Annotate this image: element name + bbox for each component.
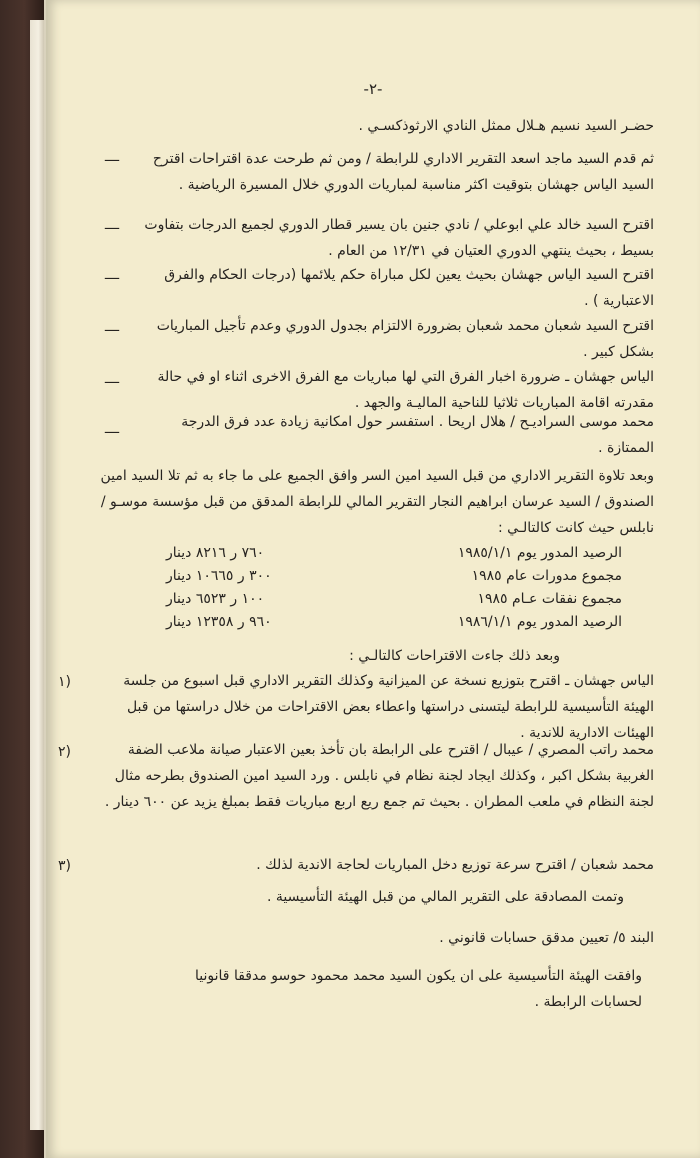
ledger-value: ٩٦٠ ر ١٢٣٥٨ دينار bbox=[166, 614, 272, 630]
discussion-item: ثم قدم السيد ماجد اسعد التقرير الاداري للرابطة / ومن ثم طرحت عدة اقتراحات اقترح السيد الياس جهشان بتوقيت اكثر مناسبة لمباريات الدوري خلال المسيرة الرياضية . bbox=[152, 151, 654, 193]
document-page bbox=[46, 0, 700, 1158]
ledger-label: الرصيد المدور يوم ١٩٨٥/١/١ bbox=[457, 545, 622, 561]
discussion-item: اقترح السيد خالد علي ابوعلي / نادي جنين بان يسير قطار الدوري لجميع الدرجات بتفاوت بسيط ، بحيث ينتهي الدوري العتيان في ١٢/٣١ من العام . bbox=[144, 217, 654, 259]
bullet-dash: — bbox=[104, 268, 120, 287]
bullet-dash: — bbox=[104, 422, 120, 441]
page-number: -٢- bbox=[363, 80, 383, 98]
financial-report-paragraph: وبعد تلاوة التقرير الاداري من قبل السيد امين السر وافق الجميع على ما جاء به ثم تلا السيد امين الصندوق / السيد عرسان ابراهيم النجار التقرير المالي للرابطة المدقق من قبل مؤسسة موسـو / نابلس حيث كانت كالتالـي : bbox=[100, 468, 654, 536]
proposal-item: الياس جهشان ـ اقترح بتوزيع نسخة عن الميزانية وكذلك التقرير الاداري قبل اسبوع من جلسة الهيئة التأسيسية للرابطة ليتسنى دراستها واعطاء بعض الاقتراحات من خلال دراستها من قبل الهيئات الادارية للاندية . bbox=[123, 673, 654, 741]
discussion-item: الياس جهشان ـ ضرورة اخبار الفرق التي لها مباريات مع الفرق الاخرى اثناء او في حالة مقدرته اقامة المباريات ثلاثيا للناحية الماليـة والجهد . bbox=[157, 369, 654, 411]
approval-line: وتمت المصادقة على التقرير المالي من قبل الهيئة التأسيسية . bbox=[266, 889, 624, 905]
attendance-line: حضـر السيد نسيم هـلال ممثل النادي الارثوذكسـي . bbox=[358, 118, 654, 134]
ledger-label: مجموع مدورات عام ١٩٨٥ bbox=[471, 568, 622, 584]
proposal-number: ٣) bbox=[58, 858, 71, 874]
ledger-label: الرصيد المدور يوم ١٩٨٦/١/١ bbox=[457, 614, 622, 630]
discussion-item: اقترح السيد الياس جهشان بحيث يعين لكل مباراة حكم يلائمها (درجات الحكام والفرق الاعتبارية ) . bbox=[164, 267, 654, 309]
proposal-number: ٢) bbox=[58, 744, 71, 760]
ledger-label: مجموع نفقات عـام ١٩٨٥ bbox=[477, 591, 622, 607]
proposals-intro: وبعد ذلك جاءت الاقتراحات كالتالـي : bbox=[349, 648, 560, 664]
bullet-dash: — bbox=[104, 320, 120, 339]
proposal-item: محمد راتب المصري / عيبال / اقترح على الرابطة بان تأخذ بعين الاعتبار صيانة ملاعب الضفة الغربية بشكل اكبر ، وكذلك ايجاد لجنة نظام في نابلس . ورد السيد امين الصندوق بطرحه مثال لجنة النظام في ملعب المطران . بحيث تم جمع ريع اربع مباريات فقط بمبلغ يزيد عن ٦٠٠ دينار . bbox=[104, 742, 654, 810]
discussion-item: اقترح السيد شعبان محمد شعبان بضرورة الالتزام بجدول الدوري وعدم تأجيل المباريات بشكل كبير . bbox=[156, 318, 654, 360]
bullet-dash: — bbox=[104, 372, 120, 391]
page-stack-edge bbox=[30, 20, 44, 1130]
proposal-item: محمد شعبان / اقترح سرعة توزيع دخل المباريات لحاجة الاندية لذلك . bbox=[256, 857, 654, 873]
clause-five: البند ٥/ تعيين مدقق حسابات قانوني . bbox=[439, 930, 654, 946]
ledger-value: ٣٠٠ ر ١٠٦٦٥ دينار bbox=[166, 568, 272, 584]
bullet-dash: — bbox=[104, 150, 120, 169]
ledger-value: ١٠٠ ر ٦٥٢٣ دينار bbox=[166, 591, 265, 607]
proposal-number: ١) bbox=[58, 674, 71, 690]
auditor-appointment: وافقت الهيئة التأسيسية على ان يكون السيد محمد محمود حوسو مدققا قانونيا لحسابات الرابطة . bbox=[195, 968, 642, 1010]
ledger-value: ٧٦٠ ر ٨٢١٦ دينار bbox=[166, 545, 265, 561]
discussion-item: محمد موسى السراديـح / هلال اريحا . استفسر حول امكانية زيادة عدد فرق الدرجة الممتازة . bbox=[181, 414, 654, 456]
bullet-dash: — bbox=[104, 218, 120, 237]
